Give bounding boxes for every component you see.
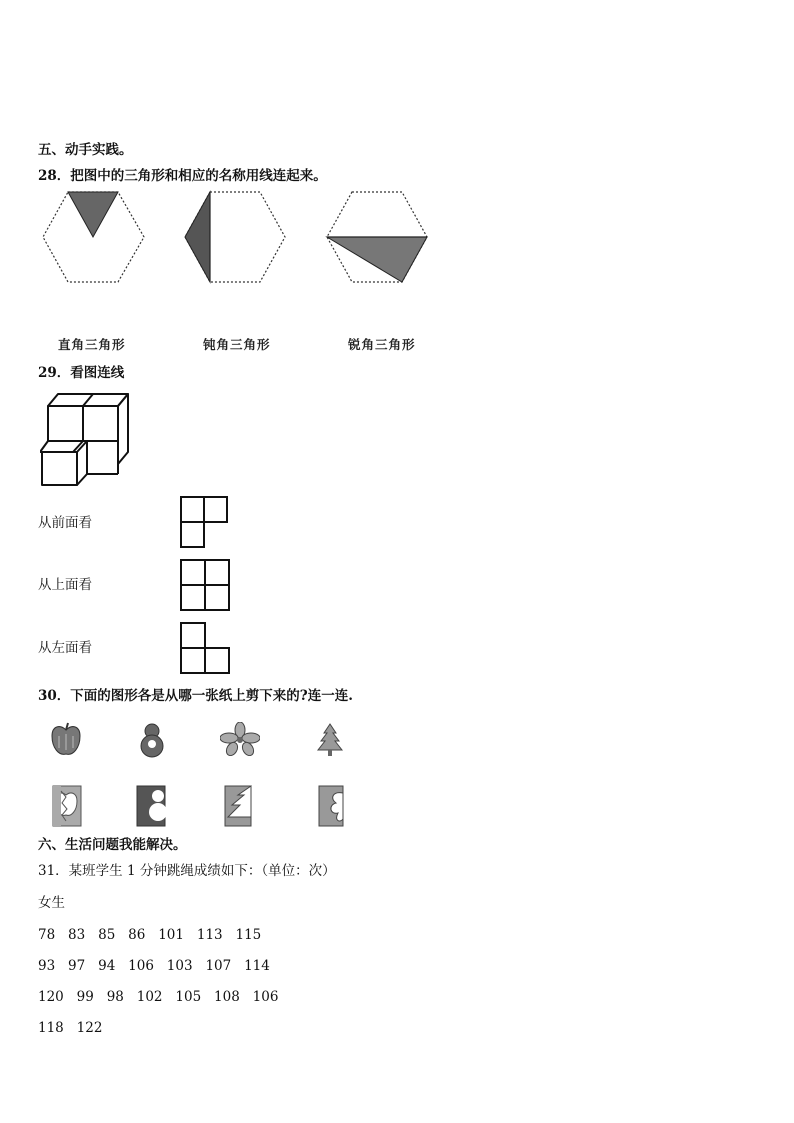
left-view-grid	[180, 622, 232, 676]
gourd-cutout-icon	[138, 722, 166, 758]
flower-cutout-icon	[220, 722, 260, 756]
view-left-label: 从左面看	[38, 640, 92, 656]
hexagon-with-obtuse-triangle	[185, 192, 285, 282]
hexagon-with-right-triangle	[43, 192, 144, 282]
paper-tree-hole-icon	[224, 785, 252, 827]
section-title: 五、动手实践。	[38, 142, 133, 158]
paper-apple-hole-icon	[52, 785, 82, 827]
data-row: 78 83 85 86 101 113 115	[38, 927, 262, 943]
data-row: 93 97 94 106 103 107 114	[38, 958, 270, 974]
data-row: 120 99 98 102 105 108 106	[38, 989, 279, 1005]
question-30-prompt: 30．下面的图形各是从哪一张纸上剪下来的?连一连.	[38, 688, 353, 704]
label-right-triangle: 直角三角形	[58, 337, 126, 352]
label-acute-triangle: 锐角三角形	[348, 337, 416, 352]
paper-flower-hole-icon	[318, 785, 344, 827]
question-31-prompt: 31．某班学生 1 分钟跳绳成绩如下：（单位：次）	[38, 863, 336, 879]
view-top-label: 从上面看	[38, 577, 92, 593]
group-label: 女生	[38, 895, 65, 911]
top-view-grid	[180, 559, 232, 613]
label-obtuse-triangle: 钝角三角形	[203, 337, 271, 352]
apple-cutout-icon	[50, 722, 82, 758]
question-28-prompt: 28．把图中的三角形和相应的名称用线连起来。	[38, 168, 327, 184]
paper-gourd-hole-icon	[136, 785, 166, 827]
section-title: 六、生活问题我能解决。	[38, 837, 187, 853]
front-view-grid	[180, 496, 230, 550]
cube-stack-figure	[40, 392, 132, 488]
hexagon-figures	[40, 190, 440, 285]
hexagon-with-acute-triangle	[327, 192, 427, 282]
data-row: 118 122	[38, 1020, 103, 1036]
tree-cutout-icon	[316, 722, 344, 758]
view-front-label: 从前面看	[38, 515, 92, 531]
question-29-prompt: 29．看图连线	[38, 365, 125, 381]
